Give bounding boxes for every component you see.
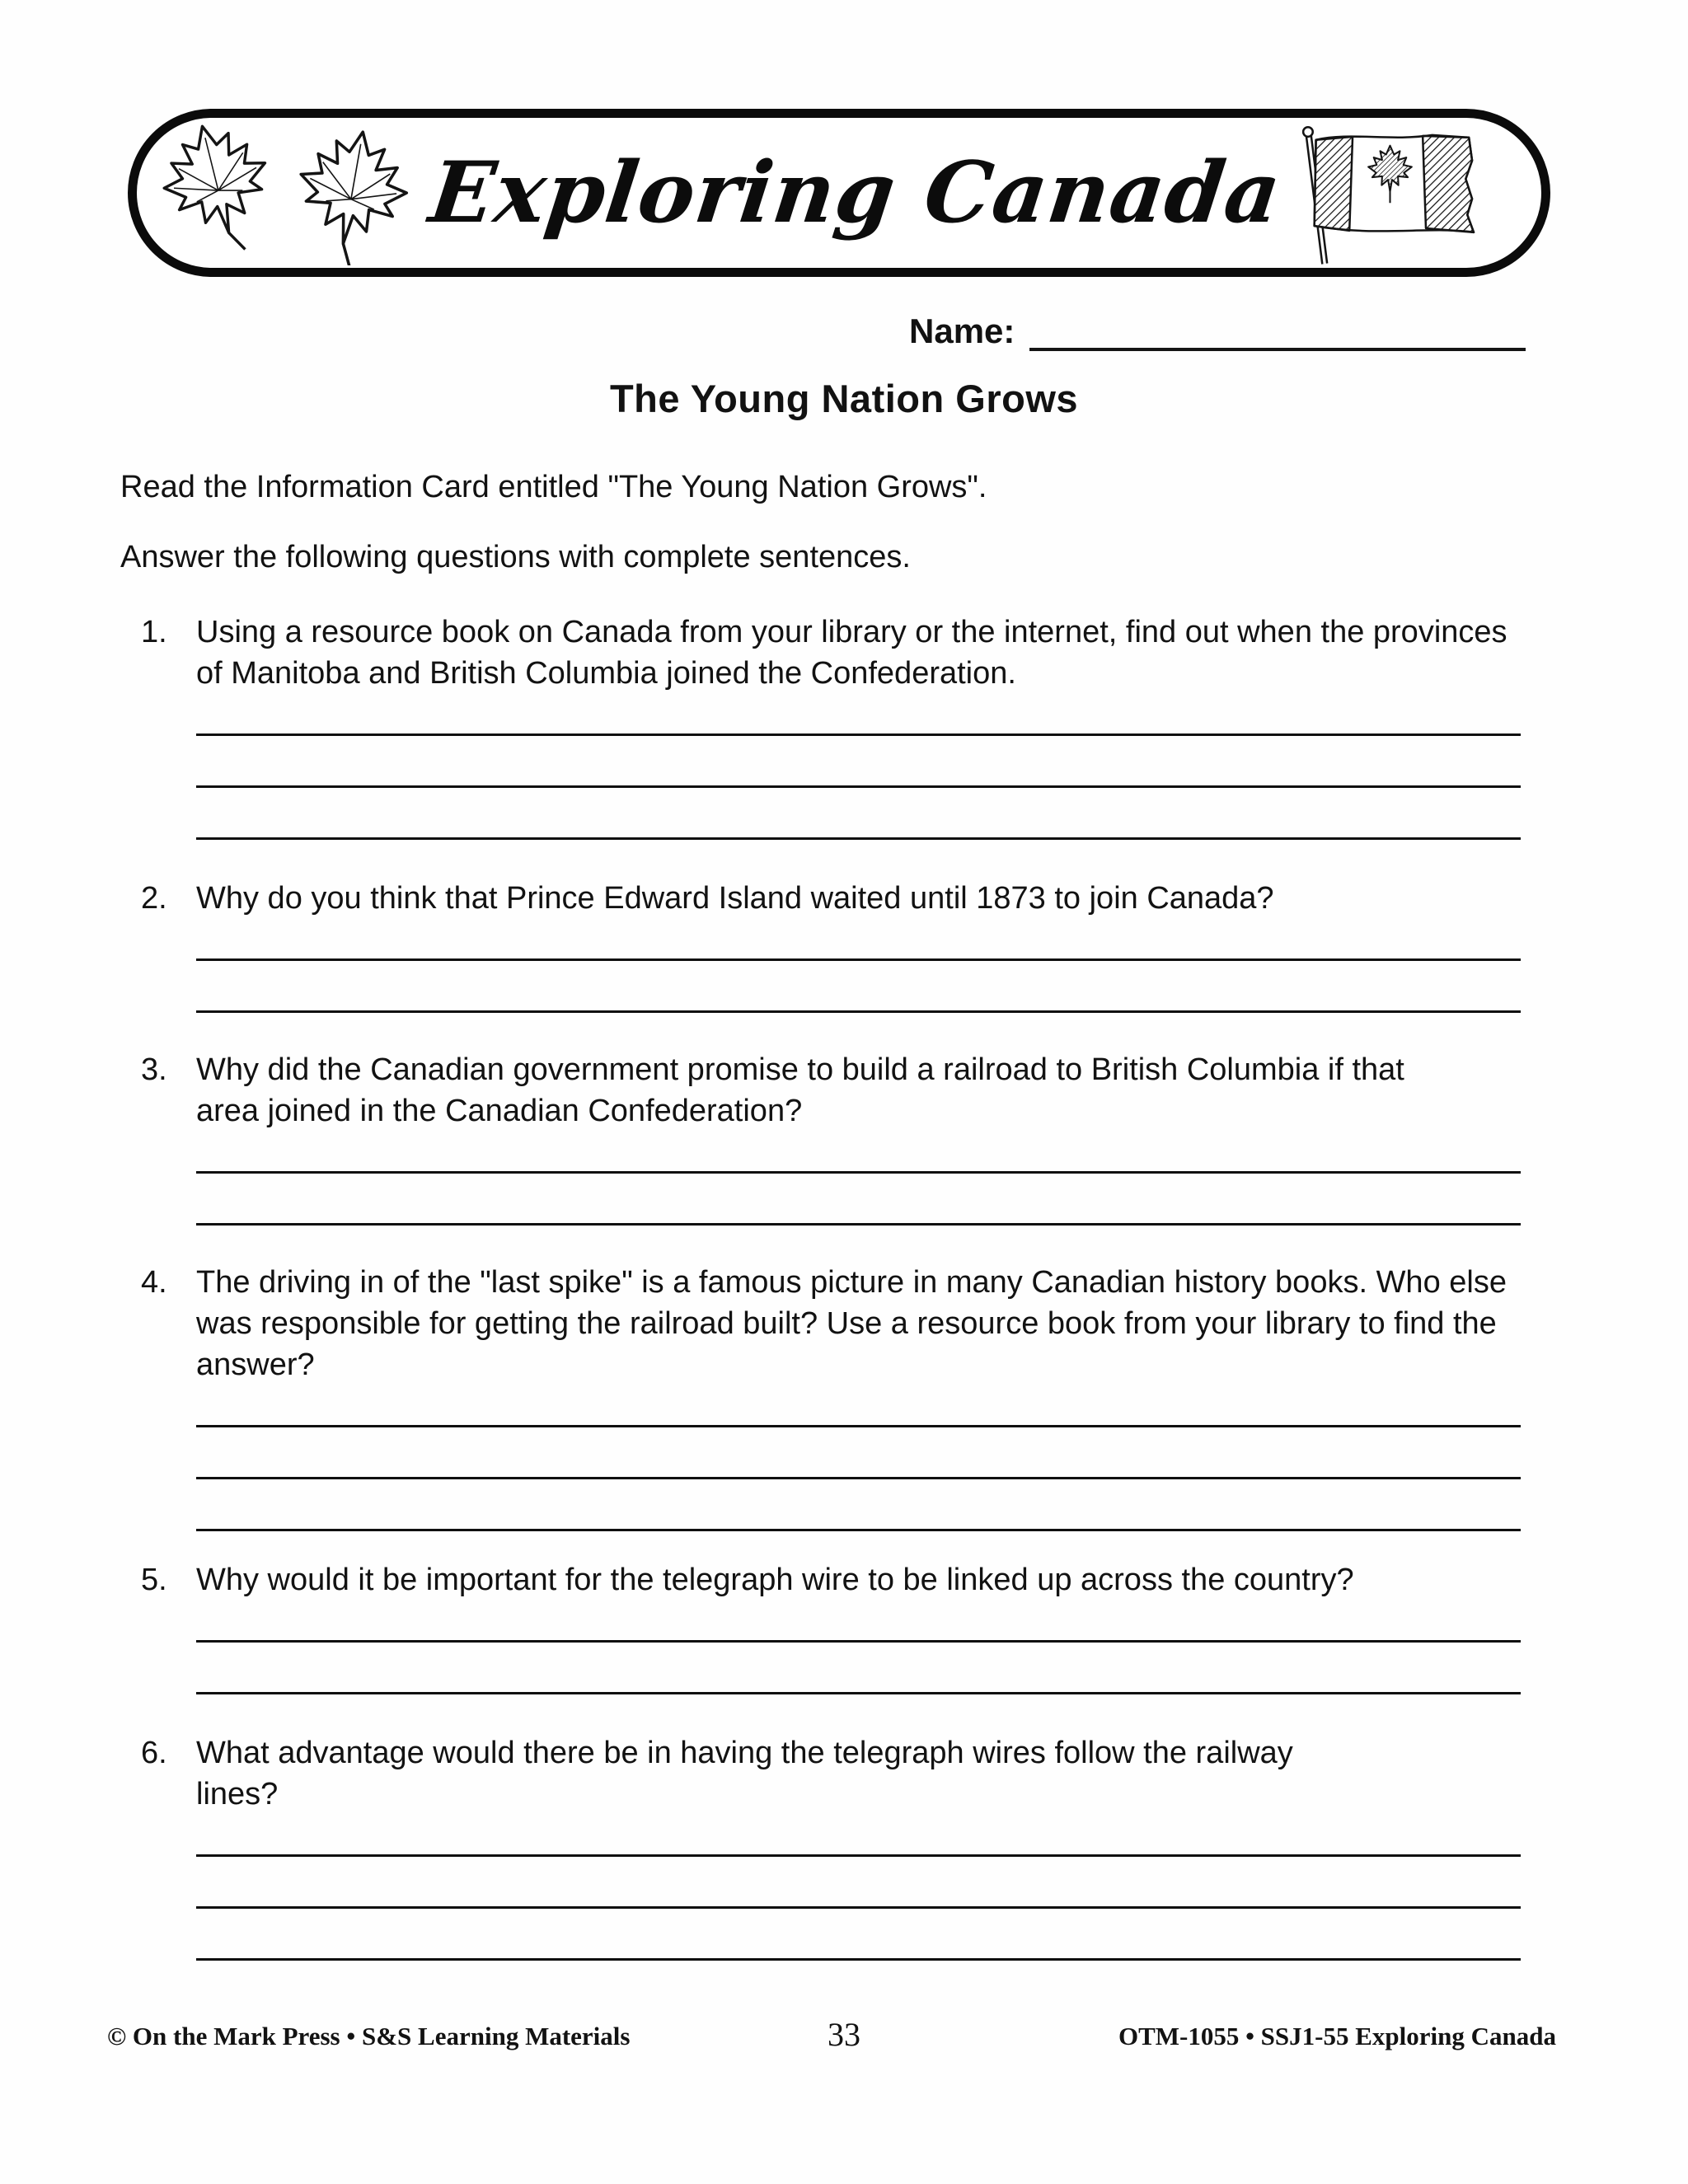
answer-line (196, 1805, 1521, 1857)
instruction-answer-questions: Answer the following questions with complete sentences. (120, 540, 911, 574)
question-4 (141, 1262, 1521, 1531)
name-blank-line (1029, 312, 1526, 351)
question-3 (141, 1049, 1521, 1226)
answer-line (196, 1174, 1521, 1226)
question-1-number: 1. (141, 615, 167, 649)
footer-product-code: OTM-1055 • SSJ1-55 Exploring Canada (1118, 2022, 1556, 2050)
page-footer (0, 2015, 1688, 2064)
instruction-read-card: Read the Information Card entitled "The Young Nation Grows". (120, 470, 987, 504)
answer-line (196, 961, 1521, 1013)
question-4-number: 4. (141, 1265, 167, 1300)
question-3-text: Why did the Canadian government promise to build a railroad to British Columbia if that area joined in the Canadian Confederation? (196, 1052, 1404, 1128)
question-2-text: Why do you think that Prince Edward Island waited until 1873 to join Canada? (196, 881, 1274, 916)
question-5-number: 5. (141, 1563, 167, 1597)
question-1-text: Using a resource book on Canada from your library or the internet, find out when the provinces of Manitoba and British Columbia joined the Confederation. (196, 615, 1507, 691)
name-label: Name: (909, 312, 1015, 350)
answer-line (196, 788, 1521, 840)
question-6-text: What advantage would there be in having the telegraph wires follow the railway lines? (196, 1736, 1293, 1811)
answer-line (196, 1376, 1521, 1427)
question-5 (141, 1559, 1521, 1694)
name-row (909, 312, 1526, 351)
answer-line (196, 736, 1521, 788)
page-number: 33 (828, 2016, 860, 2053)
question-2-answer-area (196, 909, 1521, 1013)
footer-copyright: © On the Mark Press • S&S Learning Materials (107, 2022, 631, 2050)
question-5-text: Why would it be important for the telegraph wire to be linked up across the country? (196, 1563, 1354, 1597)
answer-line (196, 1909, 1521, 1961)
question-4-answer-area (196, 1376, 1521, 1531)
question-2 (141, 878, 1521, 1013)
canada-flag-icon (1282, 119, 1522, 267)
answer-line (196, 1427, 1521, 1479)
banner-title: Exploring Canada (424, 143, 1287, 242)
question-1 (141, 612, 1521, 840)
question-6-answer-area (196, 1805, 1521, 1961)
question-4-text: The driving in of the "last spike" is a famous picture in many Canadian history books. Who else was responsible for getting the railroad built? Use a resource book from your library to find the answer? (196, 1265, 1507, 1382)
question-6 (141, 1732, 1521, 1961)
answer-line (196, 1643, 1521, 1694)
question-3-answer-area (196, 1122, 1521, 1226)
question-3-number: 3. (141, 1052, 167, 1087)
header-banner (128, 109, 1550, 277)
answer-line (196, 1857, 1521, 1909)
question-2-number: 2. (141, 881, 167, 916)
maple-leaves-icon (157, 120, 429, 265)
question-1-answer-area (196, 684, 1521, 840)
page-title: The Young Nation Grows (609, 377, 1079, 420)
answer-line (196, 1479, 1521, 1531)
question-5-answer-area (196, 1591, 1521, 1694)
question-6-number: 6. (141, 1736, 167, 1770)
